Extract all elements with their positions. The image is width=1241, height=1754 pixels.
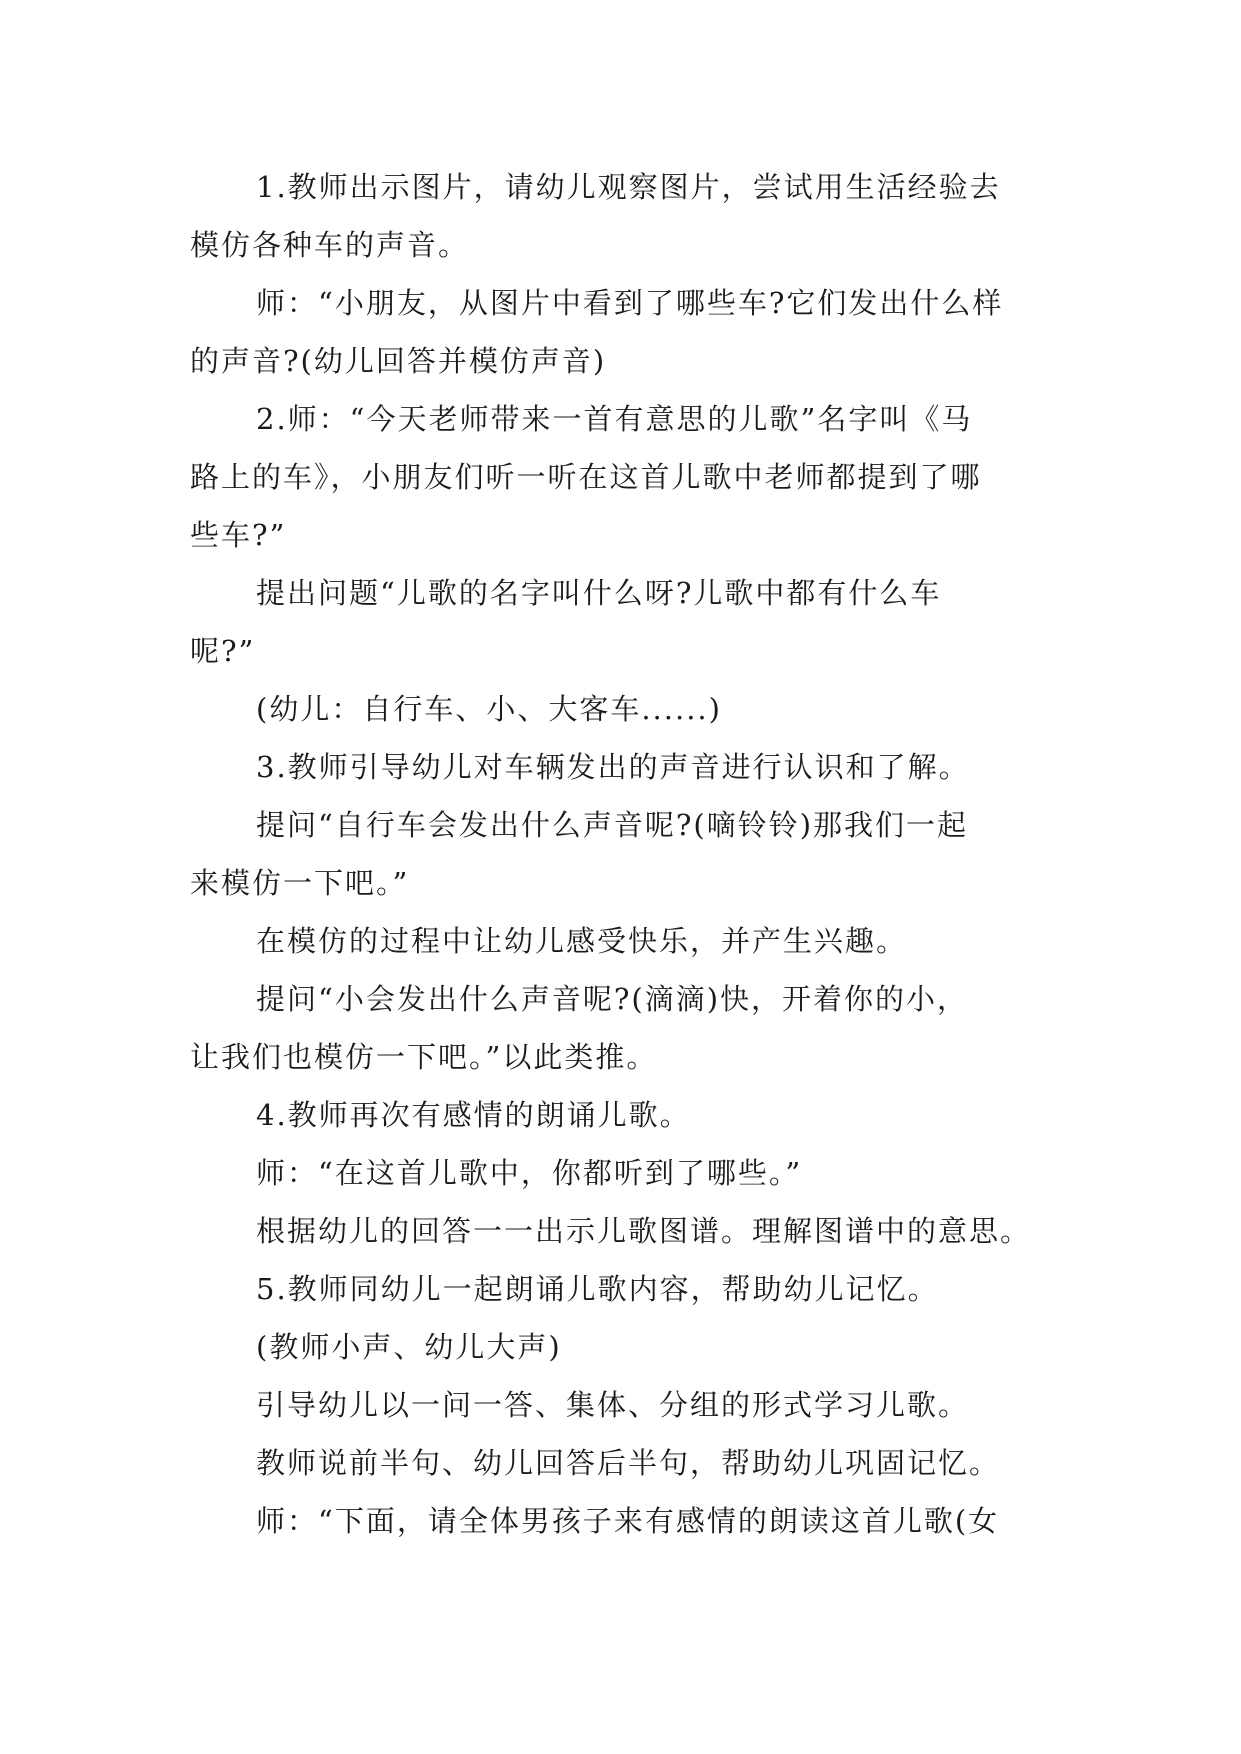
- text-line: 师：“小朋友，从图片中看到了哪些车?它们发出什么样: [256, 286, 1004, 320]
- text-line: 来模仿一下吧。”: [190, 866, 410, 900]
- document-body: [190, 158, 1070, 1550]
- text-line: 提问“小会发出什么声音呢?(滴滴)快，开着你的小，: [256, 982, 969, 1016]
- text-line: 5.教师同幼儿一起朗诵儿歌内容，帮助幼儿记忆。: [256, 1272, 939, 1306]
- text-line: 些车?”: [190, 518, 287, 552]
- text-line: 模仿各种车的声音。: [190, 228, 470, 262]
- text-line: 路上的车》，小朋友们听一听在这首儿歌中老师都提到了哪: [190, 460, 982, 494]
- text-line: 师：“下面，请全体男孩子来有感情的朗读这首儿歌(女: [256, 1504, 1000, 1538]
- text-line: 提出问题“儿歌的名字叫什么呀?儿歌中都有什么车: [256, 576, 942, 610]
- text-line: 1.教师出示图片，请幼儿观察图片，尝试用生活经验去: [256, 170, 1001, 204]
- text-line: 提问“自行车会发出什么声音呢?(嘀铃铃)那我们一起: [256, 808, 969, 842]
- text-line: 引导幼儿以一问一答、集体、分组的形式学习儿歌。: [256, 1388, 970, 1422]
- text-line: 让我们也模仿一下吧。”以此类推。: [190, 1040, 658, 1074]
- text-line: 4.教师再次有感情的朗诵儿歌。: [256, 1098, 691, 1132]
- text-line: 2.师：“今天老师带来一首有意思的儿歌”名字叫《马: [256, 402, 973, 436]
- text-line: 根据幼儿的回答一一出示儿歌图谱。理解图谱中的意思。: [256, 1214, 1032, 1248]
- text-line: 呢?”: [190, 634, 256, 668]
- text-line: (教师小声、幼儿大声): [256, 1330, 562, 1364]
- text-line: (幼儿：自行车、小、大客车......): [256, 692, 722, 726]
- text-line: 的声音?(幼儿回答并模仿声音): [190, 344, 607, 378]
- text-line: 在模仿的过程中让幼儿感受快乐，并产生兴趣。: [256, 924, 908, 958]
- text-line: 师：“在这首儿歌中，你都听到了哪些。”: [256, 1156, 803, 1190]
- text-line: 3.教师引导幼儿对车辆发出的声音进行认识和了解。: [256, 750, 970, 784]
- text-line: 教师说前半句、幼儿回答后半句，帮助幼儿巩固记忆。: [256, 1446, 1001, 1480]
